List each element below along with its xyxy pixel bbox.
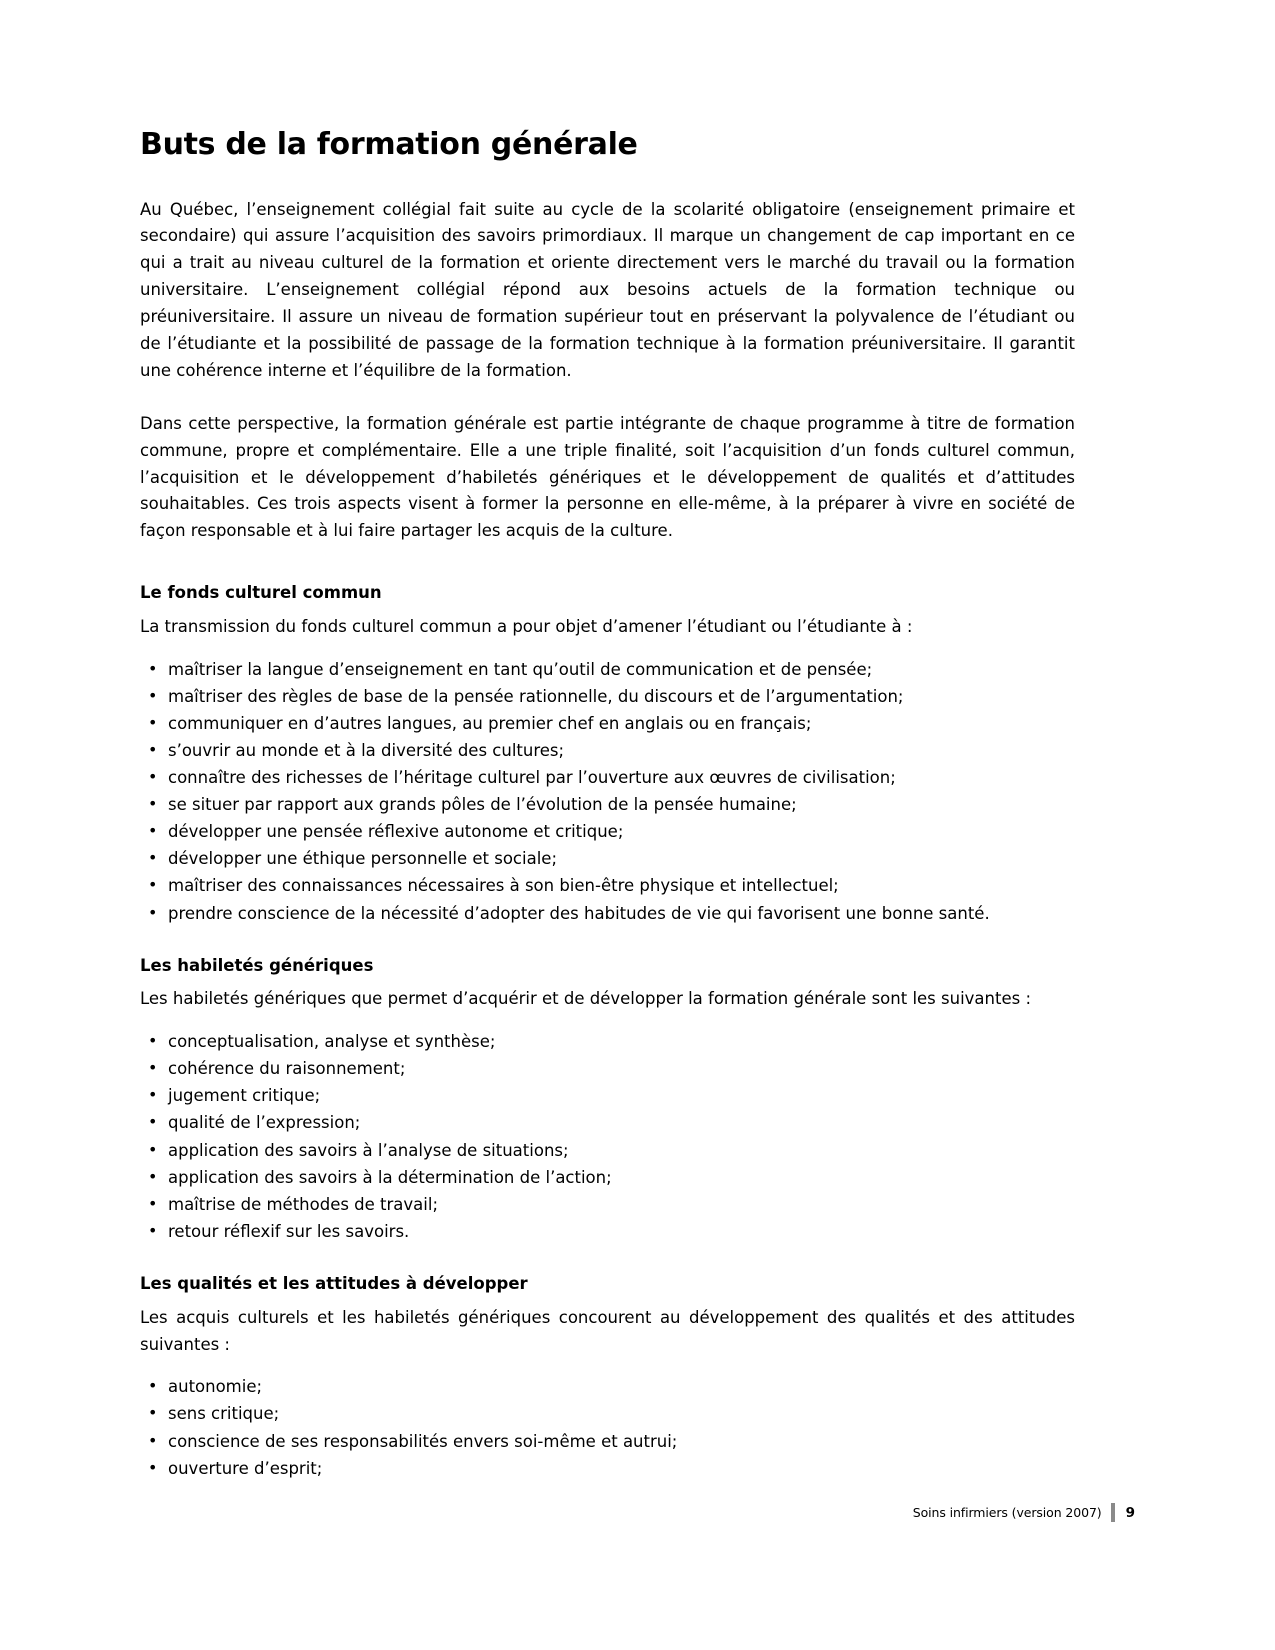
footer-divider (1111, 1503, 1115, 1522)
list-item: • prendre conscience de la nécessité d’adopter des habitudes de vie qui favorisent une bonne santé. (140, 901, 1075, 926)
list-item: • s’ouvrir au monde et à la diversité des cultures; (140, 738, 1075, 763)
list-item: • maîtrise de méthodes de travail; (140, 1192, 1075, 1217)
bullet-list-qualites-attitudes (140, 1374, 1075, 1480)
intro-paragraph-2: Dans cette perspective, la formation générale est partie intégrante de chaque programme à titre de formation commune, propre et complémentaire. Elle a une triple finalité, soit l’acquisition d’un fonds culturel commun, l’acquisition et le développement d’habiletés génériques et le développement de qualités et d’attitudes souhaitables. Ces trois aspects visent à former la personne en elle-même, à la préparer à vivre en société de façon responsable et à lui faire partager les acquis de la culture. (140, 413, 1075, 541)
section-heading-qualites-attitudes: Les qualités et les attitudes à développer (140, 1273, 528, 1293)
list-item: • maîtriser des connaissances nécessaires à son bien-être physique et intellectuel; (140, 873, 1075, 898)
list-item: • sens critique; (140, 1401, 1075, 1426)
page-title: Buts de la formation générale (140, 127, 638, 162)
list-item: • conceptualisation, analyse et synthèse; (140, 1029, 1075, 1054)
list-item: • se situer par rapport aux grands pôles de l’évolution de la pensée humaine; (140, 792, 1075, 817)
list-item: • ouverture d’esprit; (140, 1456, 1075, 1481)
page-footer (913, 1503, 1135, 1522)
list-item: • jugement critique; (140, 1083, 1075, 1108)
list-item: • qualité de l’expression; (140, 1110, 1075, 1135)
list-item: • maîtriser des règles de base de la pensée rationnelle, du discours et de l’argumentation; (140, 684, 1075, 709)
section-heading-fonds-culturel: Le fonds culturel commun (140, 583, 382, 603)
bullet-list-habiletes-generiques (140, 1029, 1075, 1244)
list-item: • développer une pensée réflexive autonome et critique; (140, 819, 1075, 844)
section-lead-qualites-attitudes: Les acquis culturels et les habiletés génériques concourent au développement des qualités et des attitudes suivantes : (140, 1307, 1075, 1354)
section-lead-fonds-culturel: La transmission du fonds culturel commun a pour objet d’amener l’étudiant ou l’étudiante à : (140, 616, 913, 636)
section-heading-habiletes-generiques: Les habiletés génériques (140, 955, 374, 975)
list-item: • autonomie; (140, 1374, 1075, 1399)
page-content (140, 128, 1075, 1509)
list-item: • connaître des richesses de l’héritage culturel par l’ouverture aux œuvres de civilisation; (140, 765, 1075, 790)
list-item: • application des savoirs à l’analyse de situations; (140, 1138, 1075, 1163)
list-item: • communiquer en d’autres langues, au premier chef en anglais ou en français; (140, 711, 1075, 736)
list-item: • retour réflexif sur les savoirs. (140, 1219, 1075, 1244)
footer-source: Soins infirmiers (version 2007) (912, 1505, 1102, 1520)
list-item: • développer une éthique personnelle et sociale; (140, 846, 1075, 871)
footer-page-number: 9 (1125, 1504, 1135, 1521)
list-item: • cohérence du raisonnement; (140, 1056, 1075, 1081)
list-item: • maîtriser la langue d’enseignement en tant qu’outil de communication et de pensée; (140, 657, 1075, 682)
list-item: • application des savoirs à la détermination de l’action; (140, 1165, 1075, 1190)
intro-paragraph-1: Au Québec, l’enseignement collégial fait suite au cycle de la scolarité obligatoire (enseignement primaire et secondaire) qui assure l’acquisition des savoirs primordiaux. Il marque un changement de cap important en ce qui a trait au niveau culturel de la formation et oriente directement vers le marché du travail ou la formation universitaire. L’enseignement collégial répond aux besoins actuels de la formation technique ou préuniversitaire. Il assure un niveau de formation supérieur tout en préservant la polyvalence de l’étudiant ou de l’étudiante et la possibilité de passage de la formation technique à la formation préuniversitaire. Il garantit une cohérence interne et l’équilibre de la formation. (140, 199, 1075, 380)
list-item: • conscience de ses responsabilités envers soi-même et autrui; (140, 1429, 1075, 1454)
bullet-list-fonds-culturel (140, 657, 1075, 926)
section-lead-habiletes-generiques: Les habiletés génériques que permet d’acquérir et de développer la formation générale sont les suivantes : (140, 989, 1032, 1009)
